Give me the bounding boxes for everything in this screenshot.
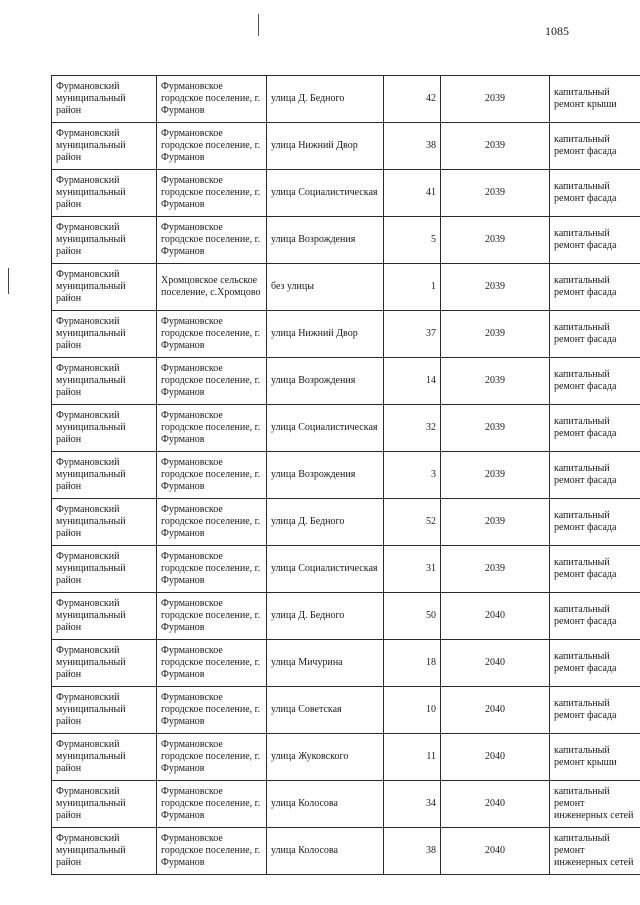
street-cell [267, 311, 384, 358]
page-number: 1085 [545, 24, 569, 38]
district-cell [52, 358, 157, 405]
scan-artifact-left [8, 268, 9, 294]
table-row [52, 781, 640, 828]
district-cell-text: Фурмановский муниципальный район [56, 551, 126, 586]
work-type-cell-text: капитальный ремонт фасада [554, 228, 617, 251]
house-number-cell-text: 18 [426, 657, 436, 668]
street-cell-text: улица Нижний Двор [271, 140, 358, 151]
district-cell [52, 640, 157, 687]
table-body [52, 76, 640, 875]
street-cell [267, 687, 384, 734]
district-cell [52, 828, 157, 875]
street-cell [267, 217, 384, 264]
house-number-cell [384, 593, 441, 640]
year-cell-text: 2039 [485, 187, 505, 198]
year-cell [441, 734, 550, 781]
settlement-cell-text: Фурмановское городское поселение, г. Фурманов [161, 81, 261, 116]
work-type-cell [550, 405, 640, 452]
year-cell [441, 76, 550, 123]
work-type-cell [550, 640, 640, 687]
work-type-cell-text: капитальный ремонт фасада [554, 134, 617, 157]
work-type-cell [550, 358, 640, 405]
work-type-cell-text: капитальный ремонт фасада [554, 322, 617, 345]
house-number-cell [384, 499, 441, 546]
district-cell-text: Фурмановский муниципальный район [56, 128, 126, 163]
work-type-cell-text: капитальный ремонт фасада [554, 275, 617, 298]
street-cell [267, 499, 384, 546]
year-cell-text: 2040 [485, 657, 505, 668]
work-type-cell-text: капитальный ремонт фасада [554, 604, 617, 627]
settlement-cell-text: Фурмановское городское поселение, г. Фурманов [161, 222, 261, 257]
settlement-cell [157, 311, 267, 358]
street-cell-text: улица Д. Бедного [271, 516, 345, 527]
settlement-cell-text: Фурмановское городское поселение, г. Фурманов [161, 175, 261, 210]
table-row [52, 170, 640, 217]
house-number-cell [384, 170, 441, 217]
district-cell-text: Фурмановский муниципальный район [56, 739, 126, 774]
house-number-cell-text: 34 [426, 798, 436, 809]
settlement-cell-text: Фурмановское городское поселение, г. Фурманов [161, 363, 261, 398]
house-number-cell [384, 358, 441, 405]
house-number-cell-text: 1 [431, 281, 436, 292]
house-number-cell [384, 828, 441, 875]
street-cell [267, 170, 384, 217]
street-cell [267, 123, 384, 170]
settlement-cell [157, 687, 267, 734]
settlement-cell [157, 781, 267, 828]
district-cell-text: Фурмановский муниципальный район [56, 692, 126, 727]
year-cell [441, 781, 550, 828]
street-cell [267, 828, 384, 875]
work-type-cell [550, 828, 640, 875]
district-cell [52, 217, 157, 264]
district-cell [52, 734, 157, 781]
settlement-cell [157, 217, 267, 264]
settlement-cell [157, 405, 267, 452]
street-cell-text: улица Возрождения [271, 234, 356, 245]
work-type-cell [550, 499, 640, 546]
year-cell-text: 2039 [485, 93, 505, 104]
settlement-cell [157, 76, 267, 123]
house-number-cell-text: 32 [426, 422, 436, 433]
year-cell-text: 2039 [485, 234, 505, 245]
house-number-cell-text: 31 [426, 563, 436, 574]
work-type-cell-text: капитальный ремонт крыши [554, 87, 617, 110]
year-cell [441, 264, 550, 311]
year-cell-text: 2039 [485, 469, 505, 480]
repair-schedule-table [51, 75, 640, 875]
table-row [52, 546, 640, 593]
settlement-cell-text: Фурмановское городское поселение, г. Фурманов [161, 692, 261, 727]
year-cell [441, 546, 550, 593]
house-number-cell [384, 311, 441, 358]
settlement-cell [157, 546, 267, 593]
house-number-cell [384, 123, 441, 170]
street-cell-text: улица Жуковского [271, 751, 349, 762]
district-cell [52, 687, 157, 734]
settlement-cell-text: Фурмановское городское поселение, г. Фурманов [161, 457, 261, 492]
work-type-cell-text: капитальный ремонт фасада [554, 698, 617, 721]
street-cell [267, 734, 384, 781]
street-cell [267, 452, 384, 499]
work-type-cell-text: капитальный ремонт фасада [554, 369, 617, 392]
work-type-cell [550, 781, 640, 828]
district-cell-text: Фурмановский муниципальный район [56, 598, 126, 633]
year-cell [441, 358, 550, 405]
table-row [52, 264, 640, 311]
district-cell-text: Фурмановский муниципальный район [56, 222, 126, 257]
year-cell-text: 2040 [485, 798, 505, 809]
year-cell-text: 2039 [485, 516, 505, 527]
year-cell-text: 2040 [485, 704, 505, 715]
street-cell-text: улица Д. Бедного [271, 610, 345, 621]
work-type-cell [550, 452, 640, 499]
district-cell-text: Фурмановский муниципальный район [56, 410, 126, 445]
table-row [52, 593, 640, 640]
year-cell-text: 2040 [485, 610, 505, 621]
year-cell-text: 2040 [485, 845, 505, 856]
settlement-cell [157, 734, 267, 781]
year-cell-text: 2039 [485, 281, 505, 292]
street-cell [267, 546, 384, 593]
year-cell-text: 2039 [485, 328, 505, 339]
house-number-cell-text: 41 [426, 187, 436, 198]
settlement-cell-text: Фурмановское городское поселение, г. Фурманов [161, 410, 261, 445]
work-type-cell [550, 593, 640, 640]
district-cell [52, 546, 157, 593]
house-number-cell [384, 781, 441, 828]
year-cell [441, 311, 550, 358]
district-cell [52, 311, 157, 358]
house-number-cell [384, 405, 441, 452]
street-cell [267, 405, 384, 452]
house-number-cell-text: 37 [426, 328, 436, 339]
house-number-cell-text: 10 [426, 704, 436, 715]
district-cell [52, 76, 157, 123]
house-number-cell-text: 5 [431, 234, 436, 245]
house-number-cell [384, 76, 441, 123]
work-type-cell-text: капитальный ремонт фасада [554, 463, 617, 486]
district-cell [52, 593, 157, 640]
year-cell [441, 499, 550, 546]
work-type-cell [550, 734, 640, 781]
work-type-cell [550, 170, 640, 217]
work-type-cell-text: капитальный ремонт инженерных сетей [554, 786, 634, 821]
year-cell-text: 2039 [485, 563, 505, 574]
street-cell-text: улица Советская [271, 704, 342, 715]
district-cell [52, 499, 157, 546]
house-number-cell [384, 264, 441, 311]
house-number-cell-text: 3 [431, 469, 436, 480]
table-row [52, 123, 640, 170]
house-number-cell-text: 38 [426, 845, 436, 856]
settlement-cell [157, 499, 267, 546]
settlement-cell-text: Фурмановское городское поселение, г. Фурманов [161, 504, 261, 539]
street-cell [267, 781, 384, 828]
district-cell-text: Фурмановский муниципальный район [56, 504, 126, 539]
street-cell-text: улица Д. Бедного [271, 93, 345, 104]
house-number-cell [384, 217, 441, 264]
year-cell [441, 640, 550, 687]
house-number-cell-text: 42 [426, 93, 436, 104]
scan-artifact-top [258, 14, 259, 36]
district-cell [52, 781, 157, 828]
table-row [52, 76, 640, 123]
house-number-cell-text: 50 [426, 610, 436, 621]
table-row [52, 499, 640, 546]
year-cell [441, 217, 550, 264]
work-type-cell [550, 311, 640, 358]
year-cell [441, 687, 550, 734]
house-number-cell [384, 452, 441, 499]
table-row [52, 734, 640, 781]
district-cell [52, 264, 157, 311]
street-cell-text: улица Возрождения [271, 469, 356, 480]
district-cell-text: Фурмановский муниципальный район [56, 457, 126, 492]
work-type-cell [550, 123, 640, 170]
settlement-cell-text: Фурмановское городское поселение, г. Фурманов [161, 833, 261, 868]
year-cell [441, 828, 550, 875]
settlement-cell-text: Фурмановское городское поселение, г. Фурманов [161, 128, 261, 163]
district-cell-text: Фурмановский муниципальный район [56, 175, 126, 210]
street-cell-text: улица Нижний Двор [271, 328, 358, 339]
house-number-cell-text: 14 [426, 375, 436, 386]
street-cell-text: улица Социалистическая [271, 563, 378, 574]
street-cell-text: улица Колосова [271, 845, 338, 856]
work-type-cell-text: капитальный ремонт крыши [554, 745, 617, 768]
street-cell [267, 76, 384, 123]
settlement-cell [157, 452, 267, 499]
settlement-cell-text: Фурмановское городское поселение, г. Фурманов [161, 598, 261, 633]
settlement-cell [157, 640, 267, 687]
work-type-cell [550, 76, 640, 123]
district-cell [52, 452, 157, 499]
work-type-cell-text: капитальный ремонт фасада [554, 510, 617, 533]
work-type-cell [550, 546, 640, 593]
house-number-cell-text: 38 [426, 140, 436, 151]
house-number-cell-text: 11 [426, 751, 436, 762]
street-cell-text: улица Социалистическая [271, 187, 378, 198]
work-type-cell-text: капитальный ремонт фасада [554, 651, 617, 674]
year-cell [441, 170, 550, 217]
house-number-cell [384, 734, 441, 781]
settlement-cell-text: Фурмановское городское поселение, г. Фурманов [161, 551, 261, 586]
settlement-cell [157, 593, 267, 640]
table-row [52, 452, 640, 499]
district-cell-text: Фурмановский муниципальный район [56, 833, 126, 868]
table-row [52, 828, 640, 875]
year-cell-text: 2039 [485, 422, 505, 433]
district-cell-text: Фурмановский муниципальный район [56, 269, 126, 304]
year-cell-text: 2039 [485, 140, 505, 151]
work-type-cell [550, 217, 640, 264]
street-cell-text: без улицы [271, 281, 314, 292]
year-cell [441, 593, 550, 640]
district-cell [52, 405, 157, 452]
settlement-cell-text: Фурмановское городское поселение, г. Фурманов [161, 786, 261, 821]
work-type-cell-text: капитальный ремонт инженерных сетей [554, 833, 634, 868]
work-type-cell-text: капитальный ремонт фасада [554, 557, 617, 580]
district-cell-text: Фурмановский муниципальный район [56, 363, 126, 398]
district-cell-text: Фурмановский муниципальный район [56, 645, 126, 680]
house-number-cell [384, 687, 441, 734]
year-cell [441, 405, 550, 452]
work-type-cell-text: капитальный ремонт фасада [554, 181, 617, 204]
table-row [52, 311, 640, 358]
year-cell-text: 2040 [485, 751, 505, 762]
settlement-cell [157, 358, 267, 405]
district-cell-text: Фурмановский муниципальный район [56, 81, 126, 116]
work-type-cell [550, 687, 640, 734]
street-cell [267, 264, 384, 311]
work-type-cell-text: капитальный ремонт фасада [554, 416, 617, 439]
table-row [52, 640, 640, 687]
street-cell [267, 593, 384, 640]
street-cell-text: улица Колосова [271, 798, 338, 809]
street-cell-text: улица Мичурина [271, 657, 343, 668]
street-cell-text: улица Возрождения [271, 375, 356, 386]
district-cell-text: Фурмановский муниципальный район [56, 316, 126, 351]
settlement-cell [157, 264, 267, 311]
street-cell-text: улица Социалистическая [271, 422, 378, 433]
table-row [52, 358, 640, 405]
settlement-cell [157, 828, 267, 875]
year-cell-text: 2039 [485, 375, 505, 386]
work-type-cell [550, 264, 640, 311]
district-cell-text: Фурмановский муниципальный район [56, 786, 126, 821]
year-cell [441, 123, 550, 170]
year-cell [441, 452, 550, 499]
house-number-cell-text: 52 [426, 516, 436, 527]
house-number-cell [384, 546, 441, 593]
table-row [52, 687, 640, 734]
district-cell [52, 170, 157, 217]
settlement-cell-text: Фурмановское городское поселение, г. Фурманов [161, 316, 261, 351]
table-row [52, 217, 640, 264]
settlement-cell [157, 170, 267, 217]
house-number-cell [384, 640, 441, 687]
settlement-cell-text: Хромцовское сельское поселение, с.Хромцово [161, 275, 261, 298]
settlement-cell-text: Фурмановское городское поселение, г. Фурманов [161, 645, 261, 680]
district-cell [52, 123, 157, 170]
street-cell [267, 640, 384, 687]
street-cell [267, 358, 384, 405]
settlement-cell [157, 123, 267, 170]
table-row [52, 405, 640, 452]
settlement-cell-text: Фурмановское городское поселение, г. Фурманов [161, 739, 261, 774]
